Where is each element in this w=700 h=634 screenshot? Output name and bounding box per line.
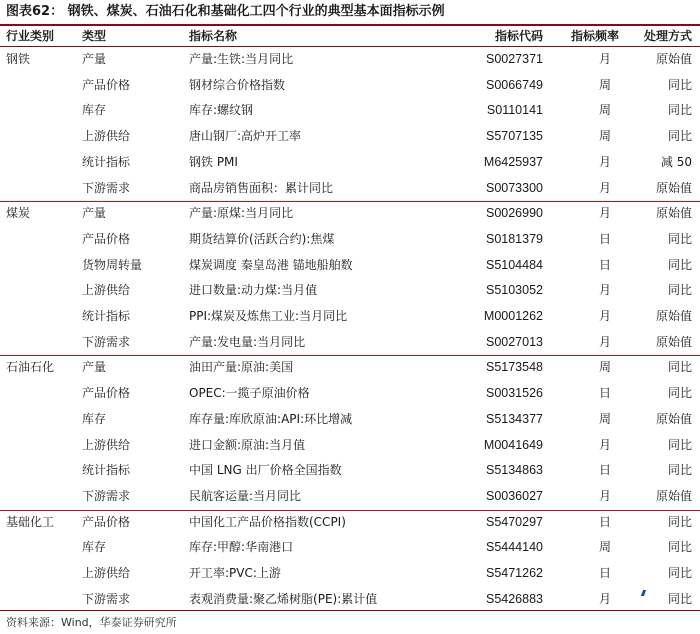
frequency-cell: 日 [598, 386, 611, 401]
source-note: 资料来源：Wind，华泰证券研究所 [6, 616, 177, 629]
processing-cell: 原始值 [655, 52, 692, 66]
frequency-cell: 周 [598, 360, 611, 375]
processing-cell: 同比 [667, 386, 692, 401]
header-frequency: 指标频率 [570, 29, 619, 43]
processing-cell: 同比 [667, 257, 692, 272]
indicator-code-cell: S5471262 [485, 566, 543, 580]
processing-cell: 同比 [667, 129, 692, 144]
processing-cell: 原始值 [655, 411, 692, 426]
processing-cell: 同比 [667, 540, 692, 555]
indicator-code-cell: S0036027 [485, 488, 543, 503]
indicator-name-cell: 中国 LNG 出厂价格全国指数 [189, 463, 342, 478]
indicator-code-cell: S0031526 [485, 386, 543, 401]
type-cell: 下游需求 [82, 591, 131, 606]
frequency-cell: 周 [598, 540, 611, 555]
type-cell: 上游供给 [82, 437, 131, 452]
type-cell: 库存 [82, 103, 107, 118]
frequency-cell: 日 [598, 463, 611, 478]
frequency-cell: 月 [598, 437, 611, 452]
indicator-code-cell: S0027371 [485, 52, 543, 66]
indicator-code-cell: M0001262 [483, 309, 543, 323]
frequency-cell: 周 [598, 103, 611, 118]
processing-cell: 同比 [667, 591, 692, 606]
indicator-name-cell: 产量:发电量:当月同比 [189, 334, 306, 349]
indicator-name-cell: 商品房销售面积：累计同比 [189, 180, 334, 195]
indicator-name-cell: 中国化工产品价格指数(CCPI) [189, 514, 346, 529]
frequency-cell: 周 [598, 129, 611, 144]
frequency-cell: 日 [598, 514, 611, 529]
type-cell: 上游供给 [82, 129, 131, 144]
processing-cell: 原始值 [655, 180, 692, 195]
frequency-cell: 月 [598, 52, 611, 66]
frequency-cell: 日 [598, 231, 611, 246]
processing-cell: 同比 [667, 566, 692, 580]
frequency-cell: 月 [598, 206, 611, 221]
indicator-code-cell: S0073300 [485, 180, 543, 195]
indicator-name-cell: 油田产量:原油:美国 [189, 360, 294, 375]
processing-cell: 同比 [667, 437, 692, 452]
indicator-name-cell: 产量:原煤:当月同比 [189, 206, 294, 221]
indicator-code-cell: S5444140 [485, 540, 543, 555]
type-cell: 下游需求 [82, 334, 131, 349]
processing-cell: 原始值 [655, 488, 692, 503]
indicator-name-cell: 进口数量:动力煤:当月值 [189, 283, 318, 298]
frequency-cell: 月 [598, 154, 611, 169]
top-rule [0, 24, 700, 26]
frequency-cell: 月 [598, 591, 611, 606]
frequency-cell: 月 [598, 334, 611, 349]
indicator-name-cell: 库存量:库欣原油:API:环比增减 [189, 411, 353, 426]
type-cell: 产品价格 [82, 231, 131, 246]
frequency-cell: 日 [598, 257, 611, 272]
indicator-code-cell: S5134863 [485, 463, 543, 478]
type-cell: 产量 [82, 360, 107, 375]
indicator-name-cell: 库存:甲醇:华南港口 [189, 540, 294, 555]
frequency-cell: 月 [598, 488, 611, 503]
processing-cell: 同比 [667, 360, 692, 375]
processing-cell: 原始值 [655, 334, 692, 349]
indicator-code-cell: S5103052 [485, 283, 543, 298]
frequency-cell: 月 [598, 309, 611, 323]
type-cell: 产品价格 [82, 514, 131, 529]
indicator-name-cell: 民航客运量:当月同比 [189, 488, 302, 503]
type-cell: 产量 [82, 206, 107, 221]
indicator-code-cell: S5426883 [485, 591, 543, 606]
header-processing: 处理方式 [643, 29, 692, 43]
type-cell: 产品价格 [82, 77, 131, 92]
processing-cell: 原始值 [655, 206, 692, 221]
indicator-code-cell: S5173548 [485, 360, 543, 375]
frequency-cell: 月 [598, 180, 611, 195]
header-code: 指标代码 [494, 29, 543, 43]
industry-cell: 煤炭 [6, 206, 31, 221]
type-cell: 产量 [82, 52, 107, 66]
processing-cell: 同比 [667, 77, 692, 92]
processing-cell: 原始值 [655, 309, 692, 323]
indicator-name-cell: 开工率:PVC:上游 [189, 566, 281, 580]
bottom-rule [0, 610, 700, 611]
type-cell: 统计指标 [82, 154, 131, 169]
indicator-code-cell: M0041649 [483, 437, 543, 452]
header-name: 指标名称 [189, 29, 238, 43]
processing-cell: 同比 [667, 103, 692, 118]
indicator-code-cell: S0027013 [485, 334, 543, 349]
frequency-cell: 周 [598, 77, 611, 92]
indicator-code-cell: S0026990 [485, 206, 543, 221]
type-cell: 库存 [82, 540, 107, 555]
type-cell: 货物周转量 [82, 257, 143, 272]
type-cell: 上游供给 [82, 566, 131, 580]
industry-cell: 钢铁 [6, 52, 31, 66]
industry-cell: 基础化工 [6, 514, 55, 529]
indicator-code-cell: S0110141 [486, 103, 543, 118]
indicator-code-cell: S0181379 [485, 231, 543, 246]
frequency-cell: 周 [598, 411, 611, 426]
indicator-code-cell: S5470297 [485, 514, 543, 529]
indicator-name-cell: 唐山钢厂:高炉开工率 [189, 129, 302, 144]
type-cell: 下游需求 [82, 180, 131, 195]
indicator-code-cell: S0066749 [485, 77, 543, 92]
processing-cell: 同比 [667, 231, 692, 246]
indicator-name-cell: 库存:螺纹钢 [189, 103, 254, 118]
indicator-name-cell: 进口金额:原油:当月值 [189, 437, 306, 452]
industry-cell: 石油石化 [6, 360, 55, 375]
indicator-name-cell: 钢材综合价格指数 [189, 77, 286, 92]
indicator-name-cell: 钢铁 PMI [189, 154, 238, 169]
figure-title: 图表62： 钢铁、煤炭、石油石化和基础化工四个行业的典型基本面指标示例 [6, 4, 445, 19]
processing-cell: 减 50 [660, 154, 692, 169]
processing-cell: 同比 [667, 514, 692, 529]
indicator-name-cell: 产量:生铁:当月同比 [189, 52, 294, 66]
indicator-code-cell: S5134377 [485, 411, 543, 426]
indicator-name-cell: 期货结算价(活跃合约):焦煤 [189, 231, 335, 246]
indicator-code-cell: S5707135 [485, 129, 543, 144]
indicator-name-cell: OPEC:一揽子原油价格 [189, 386, 310, 401]
header-industry: 行业类别 [6, 29, 55, 43]
indicator-name-cell: 表观消费量:聚乙烯树脂(PE):累计值 [189, 591, 378, 606]
frequency-cell: 日 [598, 566, 611, 580]
header-type: 类型 [82, 29, 107, 43]
type-cell: 库存 [82, 411, 107, 426]
type-cell: 上游供给 [82, 283, 131, 298]
type-cell: 产品价格 [82, 386, 131, 401]
processing-cell: 同比 [667, 283, 692, 298]
indicator-code-cell: M6425937 [483, 154, 543, 169]
type-cell: 统计指标 [82, 309, 131, 323]
processing-cell: 同比 [667, 463, 692, 478]
indicator-name-cell: PPI:煤炭及炼焦工业:当月同比 [189, 309, 348, 323]
frequency-cell: 月 [598, 283, 611, 298]
type-cell: 统计指标 [82, 463, 131, 478]
indicator-name-cell: 煤炭调度 秦皇岛港 锚地船舶数 [189, 257, 353, 272]
type-cell: 下游需求 [82, 488, 131, 503]
indicator-code-cell: S5104484 [485, 257, 543, 272]
